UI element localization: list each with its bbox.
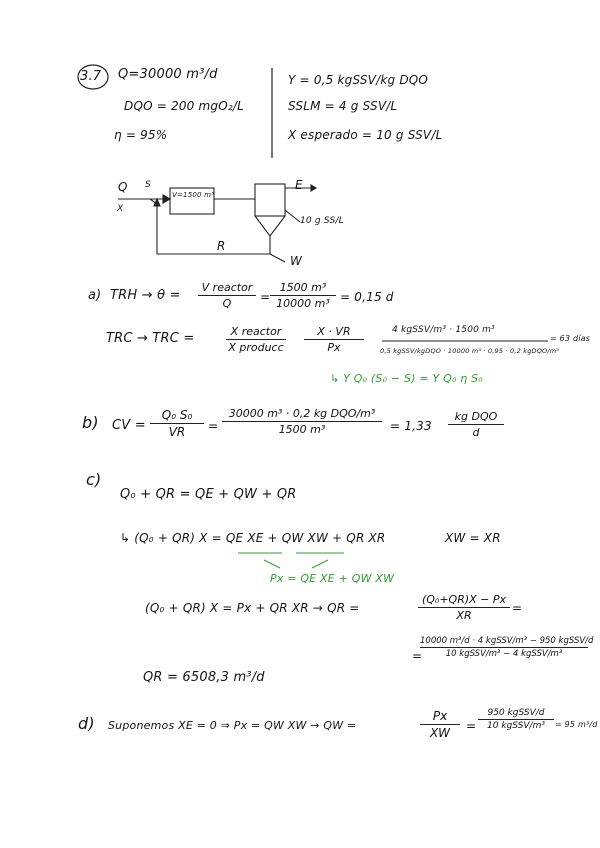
cv-expression: CV = xyxy=(112,418,146,433)
trc-result: = 63 días xyxy=(550,334,591,343)
dqo-value: DQO = 200 mgO₂/L xyxy=(124,99,245,113)
green-px-definition: Px = QE XE + QW XW xyxy=(270,572,395,585)
part-c-label: c) xyxy=(86,470,102,489)
qr-derivation: (Q₀ + QR) X = Px + QR XR → QR = xyxy=(145,601,360,615)
trc-fraction-1: X reactor X producc xyxy=(226,325,286,354)
qw-equals: = xyxy=(466,719,477,733)
clarifier-cone xyxy=(255,216,285,236)
trc-fraction-2: X · VR Px xyxy=(304,325,364,354)
qw-fraction-2: 950 kgSSV/d 10 kgSSV/m³ xyxy=(478,708,554,731)
xw-equals-xr: XW = XR xyxy=(445,531,501,545)
trc-denominator-3: 0,5 kgSSV/kgDQO · 10000 m³ · 0,95 · 0,2 kgDQO/m³ xyxy=(380,347,560,355)
qw-fraction-1: Px XW xyxy=(420,709,460,740)
trh-fraction-2: 1500 m³ 10000 m³ xyxy=(270,281,336,310)
green-yield-note: ↳ Y Q₀ (S₀ − S) = Y Q₀ η S₀ xyxy=(330,372,483,385)
part-d-label: d) xyxy=(78,714,95,733)
waste-w-label: W xyxy=(290,254,303,268)
part-d-statement: Suponemos XE = 0 ⇒ Px = QW XW → QW = xyxy=(108,719,357,732)
cv-fraction-1: Q₀ S₀ VR xyxy=(150,408,204,439)
flow-rate: Q=30000 m³/d xyxy=(118,67,218,82)
diagram-q-label: Q xyxy=(118,180,128,194)
trh-fraction-1: V reactor Q xyxy=(198,281,256,310)
cv-result: = 1,33 xyxy=(390,419,432,433)
yield-value: Y = 0,5 kgSSV/kg DQO xyxy=(288,73,429,87)
trh-result: = 0,15 d xyxy=(340,290,394,304)
trc-expression: TRC → TRC = xyxy=(106,331,195,346)
problem-number: 3.7 xyxy=(80,69,102,84)
sslm-value: SSLM = 4 g SSV/L xyxy=(288,99,398,113)
x-esperado-value: X esperado = 10 g SSV/L xyxy=(288,128,443,142)
part-a-label: a) xyxy=(88,288,102,303)
qr-equals-2: = xyxy=(412,649,423,663)
part-b-label: b) xyxy=(82,413,99,432)
trh-expression: TRH → θ = xyxy=(110,288,181,303)
recycle-r-label: R xyxy=(217,239,226,253)
cv-unit: kg DQO d xyxy=(448,410,504,439)
cv-equals: = xyxy=(208,419,219,433)
qr-equals: = xyxy=(512,601,523,615)
flow-balance: Q₀ + QR = QE + QW + QR xyxy=(120,487,297,502)
trh-equals: = xyxy=(260,290,271,304)
diagram-s-label: S xyxy=(145,180,151,190)
qr-result: QR = 6508,3 m³/d xyxy=(143,670,265,685)
cv-fraction-2: 30000 m³ · 0,2 kg DQO/m³ 1500 m³ xyxy=(222,407,382,436)
qr-fraction-1: (Q₀+QR)X − Px XR xyxy=(418,593,510,622)
reactor-volume-label: V=1500 m³ xyxy=(172,191,215,199)
qr-fraction-2: 10000 m³/d · 4 kgSSV/m³ − 950 kgSSV/d 10 kgSSV/m³ − 4 kgSSV/m³ xyxy=(420,636,594,659)
mass-balance: ↳ (Q₀ + QR) X = QE XE + QW XW + QR XR xyxy=(120,531,386,545)
trc-numerator-3: 4 kgSSV/m³ · 1500 m³ xyxy=(392,325,495,335)
qw-result: = 95 m³/d xyxy=(555,720,598,729)
effluent-label: E xyxy=(295,178,303,192)
green-annotation-lines xyxy=(238,553,344,568)
efficiency-value: η = 95% xyxy=(114,128,168,142)
waste-concentration-label: 10 g SS/L xyxy=(300,216,344,226)
clarifier-box xyxy=(255,184,285,216)
diagram-x-label: X xyxy=(117,204,124,214)
